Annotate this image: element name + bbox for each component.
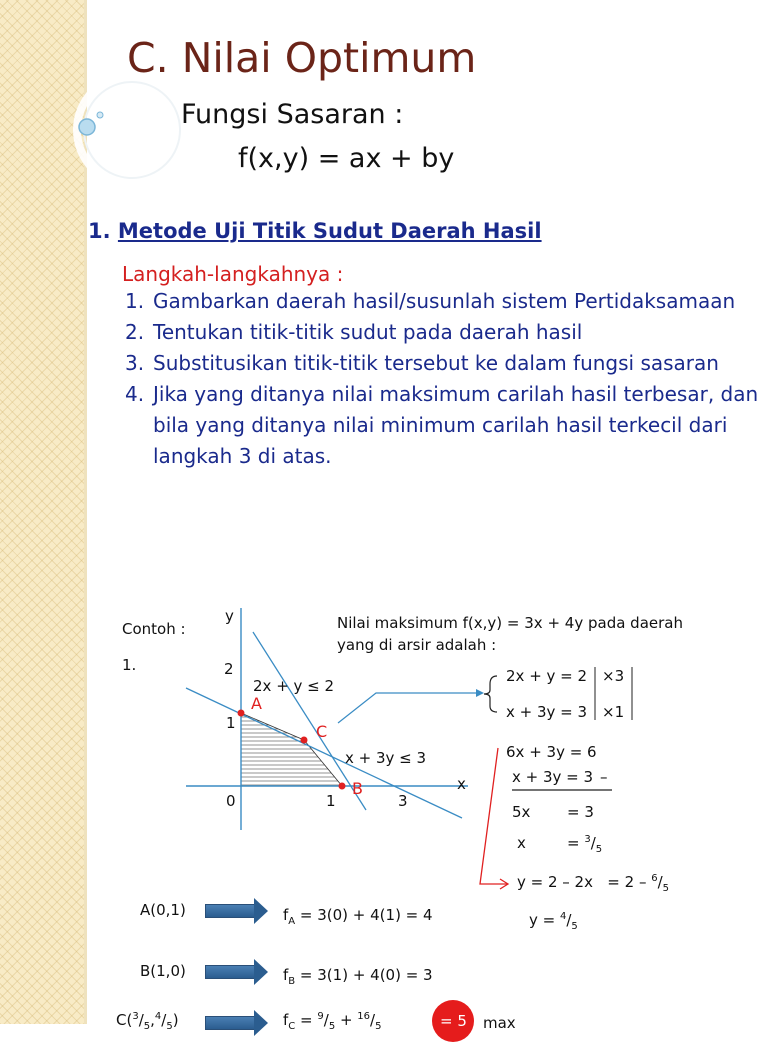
max-label: max [483, 1014, 516, 1032]
result-y-line-2: $y = ^4/_5$ [529, 911, 578, 932]
step-4-num: 4. [125, 382, 145, 406]
step-2-num: 2. [125, 320, 145, 344]
tick-1-x: 1 [326, 792, 336, 810]
equation-brace [484, 676, 497, 712]
tick-1-y: 1 [226, 714, 236, 732]
step-4-cont2: langkah 3 di atas. [153, 444, 332, 468]
point-a-dot [238, 710, 245, 717]
callout-arrowhead [476, 689, 484, 697]
eval-b-formula: $f_B = 3(1) + 4(0) = 3$ [283, 966, 433, 987]
eval-c-result: = 5 [440, 1012, 467, 1030]
result-5x-value: = 3 [567, 803, 594, 821]
step-4-text: Jika yang ditanya nilai maksimum carilah hasil terbesar, dan [153, 382, 759, 406]
result-y-line-1: y = 2 – 2x = $2 - ^6/_5$ [517, 873, 670, 894]
point-b-dot [339, 783, 346, 790]
equation-1: 2x + y = 2 [506, 667, 588, 685]
axis-y-label: y [225, 607, 234, 625]
metode-title: Metode Uji Titik Sudut Daerah Hasil [117, 219, 542, 243]
fungsi-label: Fungsi Sasaran : [181, 99, 404, 130]
red-connector [480, 748, 507, 884]
step-3-num: 3. [125, 351, 145, 375]
point-a-label: A [251, 694, 262, 713]
contoh-label: Contoh : [122, 620, 186, 638]
minus-sign: – [600, 768, 608, 786]
eval-b-arrow-icon [205, 965, 255, 979]
tick-2: 2 [224, 660, 234, 678]
langkah-label: Langkah-langkahnya : [122, 262, 344, 286]
step-1-text: Gambarkan daerah hasil/susunlah sistem Pertidaksamaan [153, 289, 736, 313]
eval-a-formula: $f_A = 3(0) + 4(1) = 4$ [283, 906, 433, 927]
axis-x-label: x [457, 775, 466, 793]
step-3-text: Substitusikan titik-titik tersebut ke dalam fungsi sasaran [153, 351, 719, 375]
step-4-cont1: bila yang ditanya nilai minimum carilah hasil terkecil dari [153, 413, 728, 437]
metode-number: 1. [88, 219, 111, 243]
result-5x: 5x [512, 803, 531, 821]
eval-a-point: A(0,1) [140, 901, 186, 919]
fungsi-formula: f(x,y) = ax + by [238, 143, 455, 174]
tick-0: 0 [226, 792, 236, 810]
page-title: C. Nilai Optimum [127, 34, 477, 82]
callout-line [338, 693, 476, 723]
point-b-label: B [352, 779, 363, 798]
multiplier-1: ×3 [602, 667, 625, 685]
step-1-num: 1. [125, 289, 145, 313]
result-x-value: = $^3/_5$ [567, 834, 603, 855]
eval-c-formula: $f_C = ^9/_5 + ^{16}/_5$ [283, 1011, 382, 1032]
tick-3: 3 [398, 792, 408, 810]
equation-4: x + 3y = 3 [512, 768, 594, 786]
equation-3: 6x + 3y = 6 [506, 743, 597, 761]
point-c-label: C [316, 722, 328, 741]
question-line-2: yang di arsir adalah : [337, 636, 497, 654]
question-line-1: Nilai maksimum f(x,y) = 3x + 4y pada daerah [337, 614, 683, 632]
point-c-dot [301, 737, 308, 744]
eval-a-arrow-icon [205, 904, 255, 918]
multiplier-2: ×1 [602, 703, 625, 721]
step-2-text: Tentukan titik-titik sudut pada daerah hasil [153, 320, 583, 344]
result-x: x [517, 834, 526, 852]
eval-b-point: B(1,0) [140, 962, 186, 980]
contoh-number: 1. [122, 656, 137, 674]
line-1-label: 2x + y ≤ 2 [253, 677, 335, 695]
line-2-label: x + 3y ≤ 3 [345, 749, 427, 767]
eval-c-point: $C(^3/_5,^4/_5)$ [116, 1011, 179, 1032]
equation-2: x + 3y = 3 [506, 703, 588, 721]
eval-c-arrow-icon [205, 1016, 255, 1030]
